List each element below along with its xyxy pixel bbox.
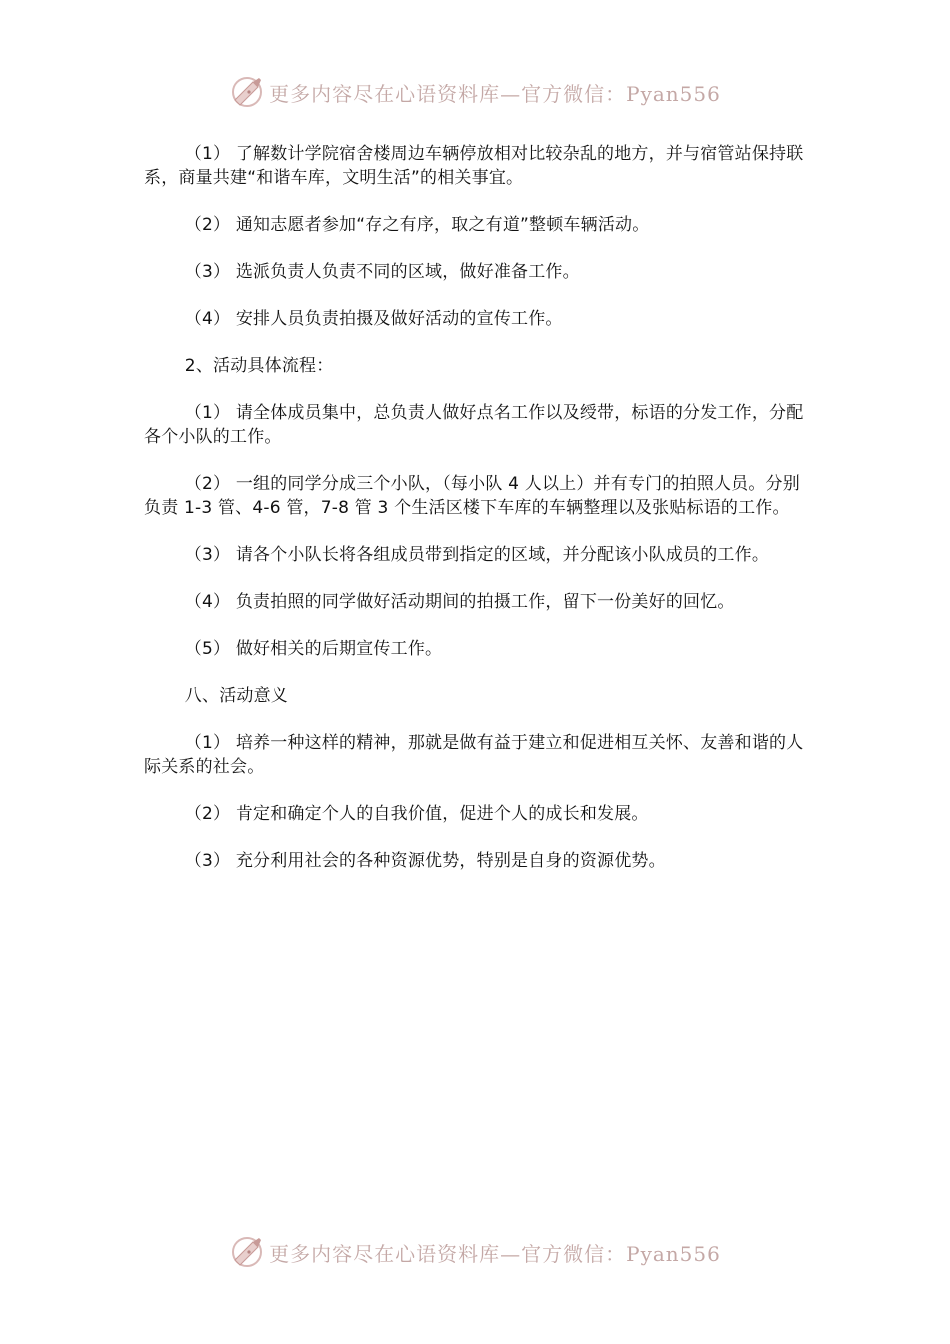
pen-nib-logo-icon xyxy=(229,74,265,110)
paragraph: （1） 了解数计学院宿舍楼周边车辆停放相对比较杂乱的地方，并与宿管站保持联系，商量共建“和谐车库，文明生活”的相关事宜。 xyxy=(144,144,804,188)
header-watermark xyxy=(0,72,950,112)
section-heading: 2、活动具体流程： xyxy=(184,356,334,376)
paragraph: （3） 请各个小队长将各组成员带到指定的区域，并分配该小队成员的工作。 xyxy=(184,545,770,565)
paragraph: （4） 安排人员负责拍摄及做好活动的宣传工作。 xyxy=(184,309,563,329)
watermark-text: 更多内容尽在心语资料库—官方微信：Pyan556 xyxy=(269,81,721,106)
paragraph: （3） 充分利用社会的各种资源优势，特别是自身的资源优势。 xyxy=(184,851,666,871)
paragraph: （2） 一组的同学分成三个小队，（每小队 4 人以上）并有专门的拍照人员。分别负责 1-3 管、4-6 管，7-8 管 3 个生活区楼下车库的车辆整理以及张贴标语的工作。 xyxy=(144,474,800,518)
paragraph: （4） 负责拍照的同学做好活动期间的拍摄工作，留下一份美好的回忆。 xyxy=(184,592,735,612)
paragraph: （2） 通知志愿者参加“存之有序，取之有道”整顿车辆活动。 xyxy=(184,215,650,235)
section-heading: 八、活动意义 xyxy=(184,686,288,706)
watermark-text: 更多内容尽在心语资料库—官方微信：Pyan556 xyxy=(269,1241,721,1266)
paragraph: （3） 选派负责人负责不同的区域，做好准备工作。 xyxy=(184,262,580,282)
document-body xyxy=(144,142,814,896)
pen-nib-logo-icon xyxy=(229,1234,265,1270)
footer-watermark xyxy=(0,1232,950,1272)
paragraph: （2） 肯定和确定个人的自我价值，促进个人的成长和发展。 xyxy=(184,804,649,824)
paragraph: （1） 培养一种这样的精神，那就是做有益于建立和促进相互关怀、友善和谐的人际关系的社会。 xyxy=(144,733,804,777)
paragraph: （1） 请全体成员集中，总负责人做好点名工作以及绶带，标语的分发工作，分配各个小队的工作。 xyxy=(144,403,804,447)
paragraph: （5） 做好相关的后期宣传工作。 xyxy=(184,639,443,659)
